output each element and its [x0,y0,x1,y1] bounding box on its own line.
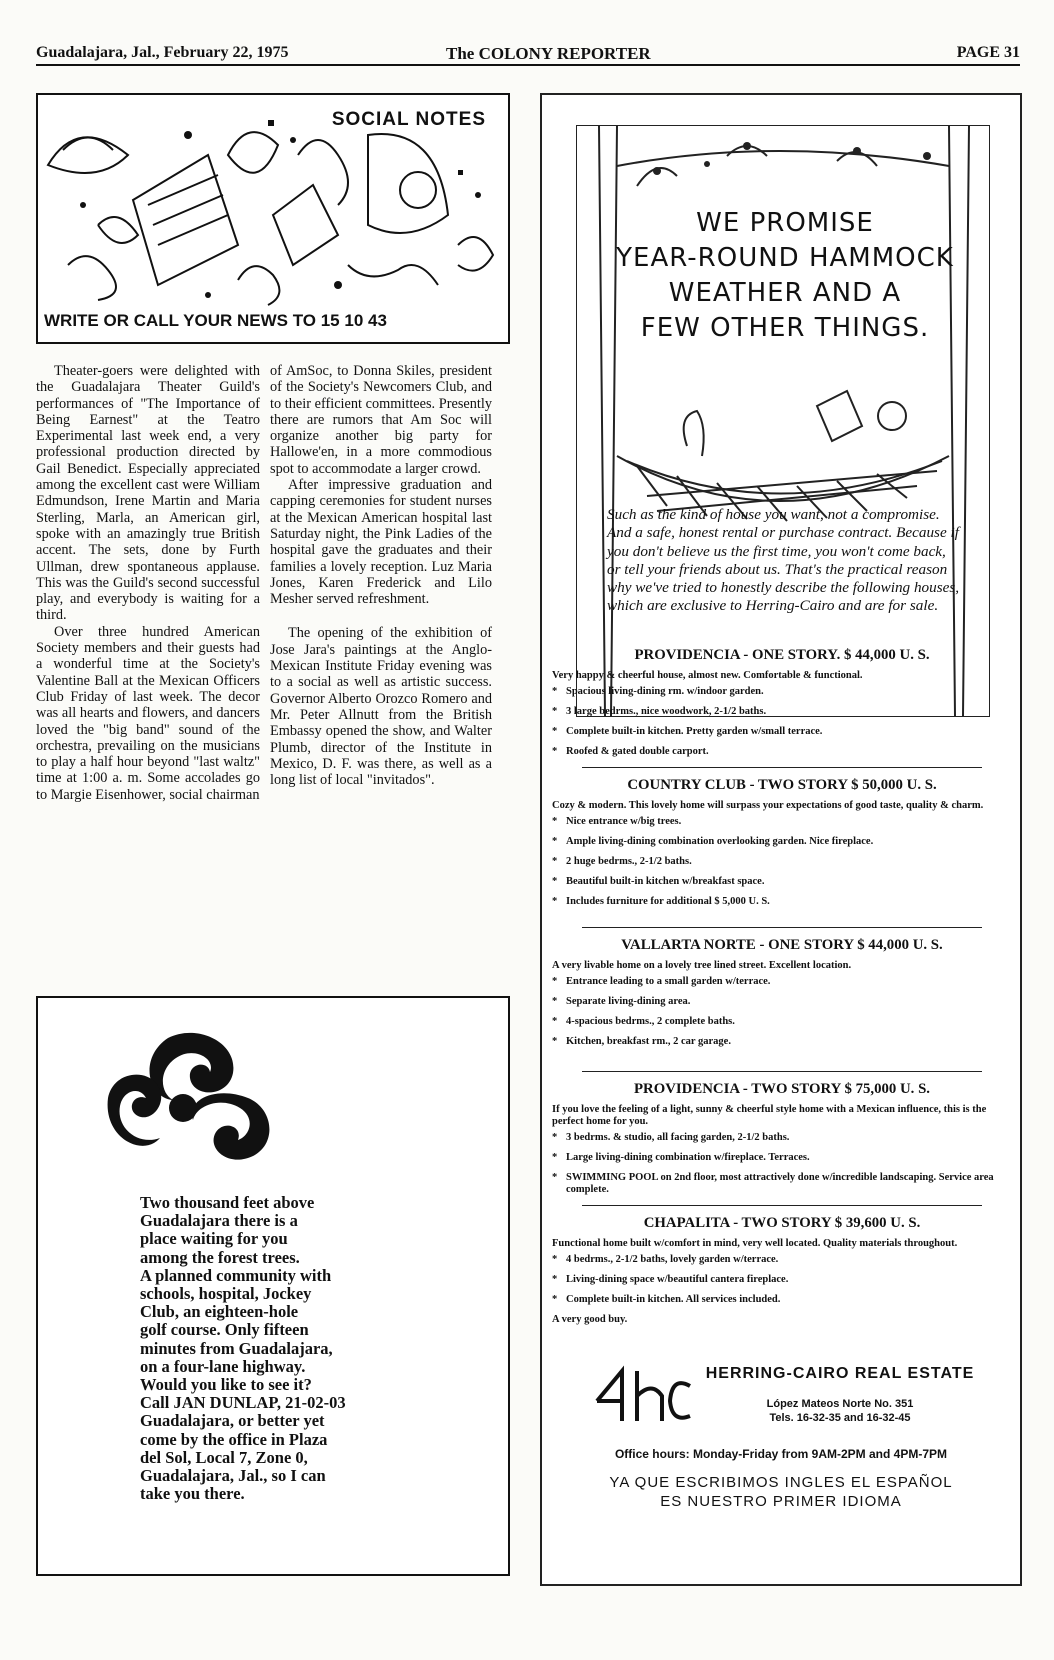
listing-feature: * 2 huge bedrms., 2-1/2 baths. [552,856,1012,868]
ad-line: Club, an eighteen-hole [140,1302,299,1322]
ad-line: del Sol, Local 7, Zone 0, [140,1447,308,1467]
office-hours: Office hours: Monday-Friday from 9AM-2PM and 4PM-7PM [614,1447,948,1461]
social-notes-banner [36,93,510,344]
headline-line: WE PROMISE [696,208,874,238]
tagline-line: YA QUE ESCRIBIMOS INGLES EL ESPAÑOL [609,1474,953,1491]
listing-description: Cozy & modern. This lovely home will surpass your expectations of good taste, quality & charm. [552,800,984,811]
listing-note: A very good buy. [552,1314,628,1325]
hammock-illustration-panel [576,125,990,717]
ad-line: golf course. Only fifteen [140,1320,309,1340]
ad-line: A planned community with [140,1265,332,1285]
page-number: PAGE 31 [956,44,1020,61]
listing-vallarta-norte [552,937,1012,1056]
listing-country-club [552,777,1012,916]
listing-description: A very livable home on a lovely tree lined street. Excellent location. [552,960,852,971]
listing-feature: * Entrance leading to a small garden w/terrace. [552,976,1012,988]
listing-feature: * 3 bedrms. & studio, all facing garden, 2-1/2 baths. [552,1132,1012,1144]
ad-line: Guadalajara, Jal., so I can [140,1466,326,1486]
article-paragraph: After impressive graduation and capping ceremonies for student nurses at the Mexican American hospital last Saturday night, the Pink Ladies of the hospital gave the graduates and their families a lovely reception. Luz Maria Jones, Karen Frederick and Lilo Mesher served refreshment. [270,477,492,608]
listing-feature: * Separate living-dining area. [552,996,1012,1008]
article-paragraph: The opening of the exhibition of Jose Jara's paintings at the Anglo-Mexican Institute Friday evening was to a social as well as artistic success. Governor Alberto Orozco Romero and Mr. Peter Allnutt from the British Embassy opened the show, and Walter Plumb, director of the Institute in Mexico, D. F. was there, as well as a long list of local "invitados". [270,625,492,789]
party-illustration [38,95,508,342]
company-address [690,1397,990,1425]
listing-description: If you love the feeling of a light, sunny & cheerful style home with a Mexican influence, this is the perfect home for you. [552,1104,987,1127]
ad-line: minutes from Guadalajara, [140,1338,333,1358]
listing-feature: * Kitchen, breakfast rm., 2 car garage. [552,1036,1012,1048]
headline-line: FEW OTHER THINGS. [640,313,930,343]
listing-feature: * 3 large bedrms., nice woodwork, 2-1/2 baths. [552,706,1012,718]
divider [582,1205,982,1206]
ad-line: among the forest trees. [140,1247,300,1267]
listing-feature: * Nice entrance w/big trees. [552,816,1012,828]
listing-feature: * Roofed & gated double carport. [552,746,1012,758]
listing-feature: * 4-spacious bedrms., 2 complete baths. [552,1016,1012,1028]
article-paragraph: Theater-goers were delighted with the Guadalajara Theater Guild's performances of "The Importance of Being Earnest" at the Teatro Experimental last week end, a very professional production directed by Gail Benedict. Especially appreciated among the excellent cast were William Edmundson, Irene Martin and Maria Sterling, Marla, an American girl, spoke with an amazingly true British accent. The sets, done by Furth Ullman, drew spontaneous applause. This was the Guild's second successful play, and everybody is waiting for a third. [36,363,260,624]
ad-line: Would you like to see it? [140,1375,312,1395]
listing-feature: * Complete built-in kitchen. Pretty garden w/small terrace. [552,726,1012,738]
article-column-2 [270,363,492,788]
listing-feature: * 4 bedrms., 2-1/2 baths, lovely garden w/terrace. [552,1254,1012,1266]
community-ad-text [140,1194,430,1503]
listing-title: PROVIDENCIA - ONE STORY. $ 44,000 U. S. [634,647,930,663]
triskelion-logo-icon [98,1028,278,1168]
listing-feature: * Includes furniture for additional $ 5,000 U. S. [552,896,1012,908]
company-name: HERRING-CAIRO REAL ESTATE [705,1365,975,1382]
ad-line: place waiting for you [140,1229,288,1249]
listing-description: Functional home built w/comfort in mind, very well located. Quality materials throughout. [552,1238,958,1249]
divider [582,1071,982,1072]
listing-feature: * Beautiful built-in kitchen w/breakfast space. [552,876,1012,888]
article-paragraph: Over three hundred American Society members and their guests had a wonderful time at the Society's Valentine Ball at the Mexican Officers Club Friday of last week. The decor was all hearts and flowers, and dancers loved the "big band" sound of the orchestra, prevailing on the musicians to play a half hour beyond "last waltz" time at 1:00 a. m. Some accolades go to Margie Eisenhower, social chairman [36,623,260,803]
herring-cairo-ad [540,93,1022,1586]
tagline-line: ES NUESTRO PRIMER IDIOMA [660,1493,902,1510]
headline-line: WEATHER AND A [668,278,902,308]
listing-providencia-one [552,647,1012,766]
listing-title: PROVIDENCIA - TWO STORY $ 75,000 U. S. [633,1081,930,1097]
ad-line: Two thousand feet above [140,1193,315,1212]
phone-line: Tels. 16-32-35 and 16-32-45 [769,1412,911,1424]
ad-line: Call JAN DUNLAP, 21-02-03 [140,1393,346,1413]
community-ad [36,996,510,1576]
article-paragraph: of AmSoc, to Donna Skiles, president of the Society's Newcomers Club, and to their efficient committees. Presently there are rumors that Am Soc will organize another big party for Hallowe'en, in a more commodious spot to accommodate a larger crowd. [270,363,492,477]
ad-body: Such as the kind of house you want, not a compromise. And a safe, honest rental or purchase contract. Because if you don't believe us the first time, you won't come back, or tell your friends about us. That's the practical reason why we've tried to honestly describe the following houses, which are exclusive to Herring-Cairo and are for sale. [607,506,960,615]
ad-line: take you there. [140,1484,245,1504]
listing-chapalita [552,1215,1012,1325]
divider [582,767,982,768]
ad-line: schools, hospital, Jockey [140,1284,312,1304]
herring-cairo-logo-icon [592,1361,692,1431]
ad-line: Guadalajara there is a [140,1211,298,1231]
listing-feature: * Ample living-dining combination overlooking garden. Nice fireplace. [552,836,1012,848]
spanish-tagline [552,1473,1010,1511]
social-notes-title: SOCIAL NOTES [331,109,486,130]
listing-feature: * SWIMMING POOL on 2nd floor, most attractively done w/incredible landscaping. Service area complete. [552,1172,1012,1196]
listing-feature: * Spacious living-dining rm. w/indoor garden. [552,686,1012,698]
divider [582,927,982,928]
listing-title: COUNTRY CLUB - TWO STORY $ 50,000 U. S. [627,777,937,793]
listing-providencia-two [552,1081,1012,1204]
social-notes-contact: WRITE OR CALL YOUR NEWS TO 15 10 43 [44,311,387,330]
listing-description: Very happy & cheerful house, almost new. Comfortable & functional. [552,670,863,681]
headline-line: YEAR-ROUND HAMMOCK [616,243,954,273]
ad-line: come by the office in Plaza [140,1429,328,1449]
listing-title: CHAPALITA - TWO STORY $ 39,600 U. S. [643,1215,921,1231]
ad-headline [595,206,975,346]
listing-feature: * Living-dining space w/beautiful cantera fireplace. [552,1274,1012,1286]
newspaper-title: The COLONY REPORTER [446,44,651,63]
dateline: Guadalajara, Jal., February 22, 1975 [36,44,289,61]
ad-line: on a four-lane highway. [140,1356,306,1376]
address-line: López Mateos Norte No. 351 [766,1398,914,1410]
listing-feature: * Complete built-in kitchen. All services included. [552,1294,1012,1306]
article-column-1 [36,363,260,803]
page-header [36,40,1020,66]
ad-line: Guadalajara, or better yet [140,1411,325,1431]
listing-feature: * Large living-dining combination w/fireplace. Terraces. [552,1152,1012,1164]
listing-title: VALLARTA NORTE - ONE STORY $ 44,000 U. S. [621,937,943,953]
